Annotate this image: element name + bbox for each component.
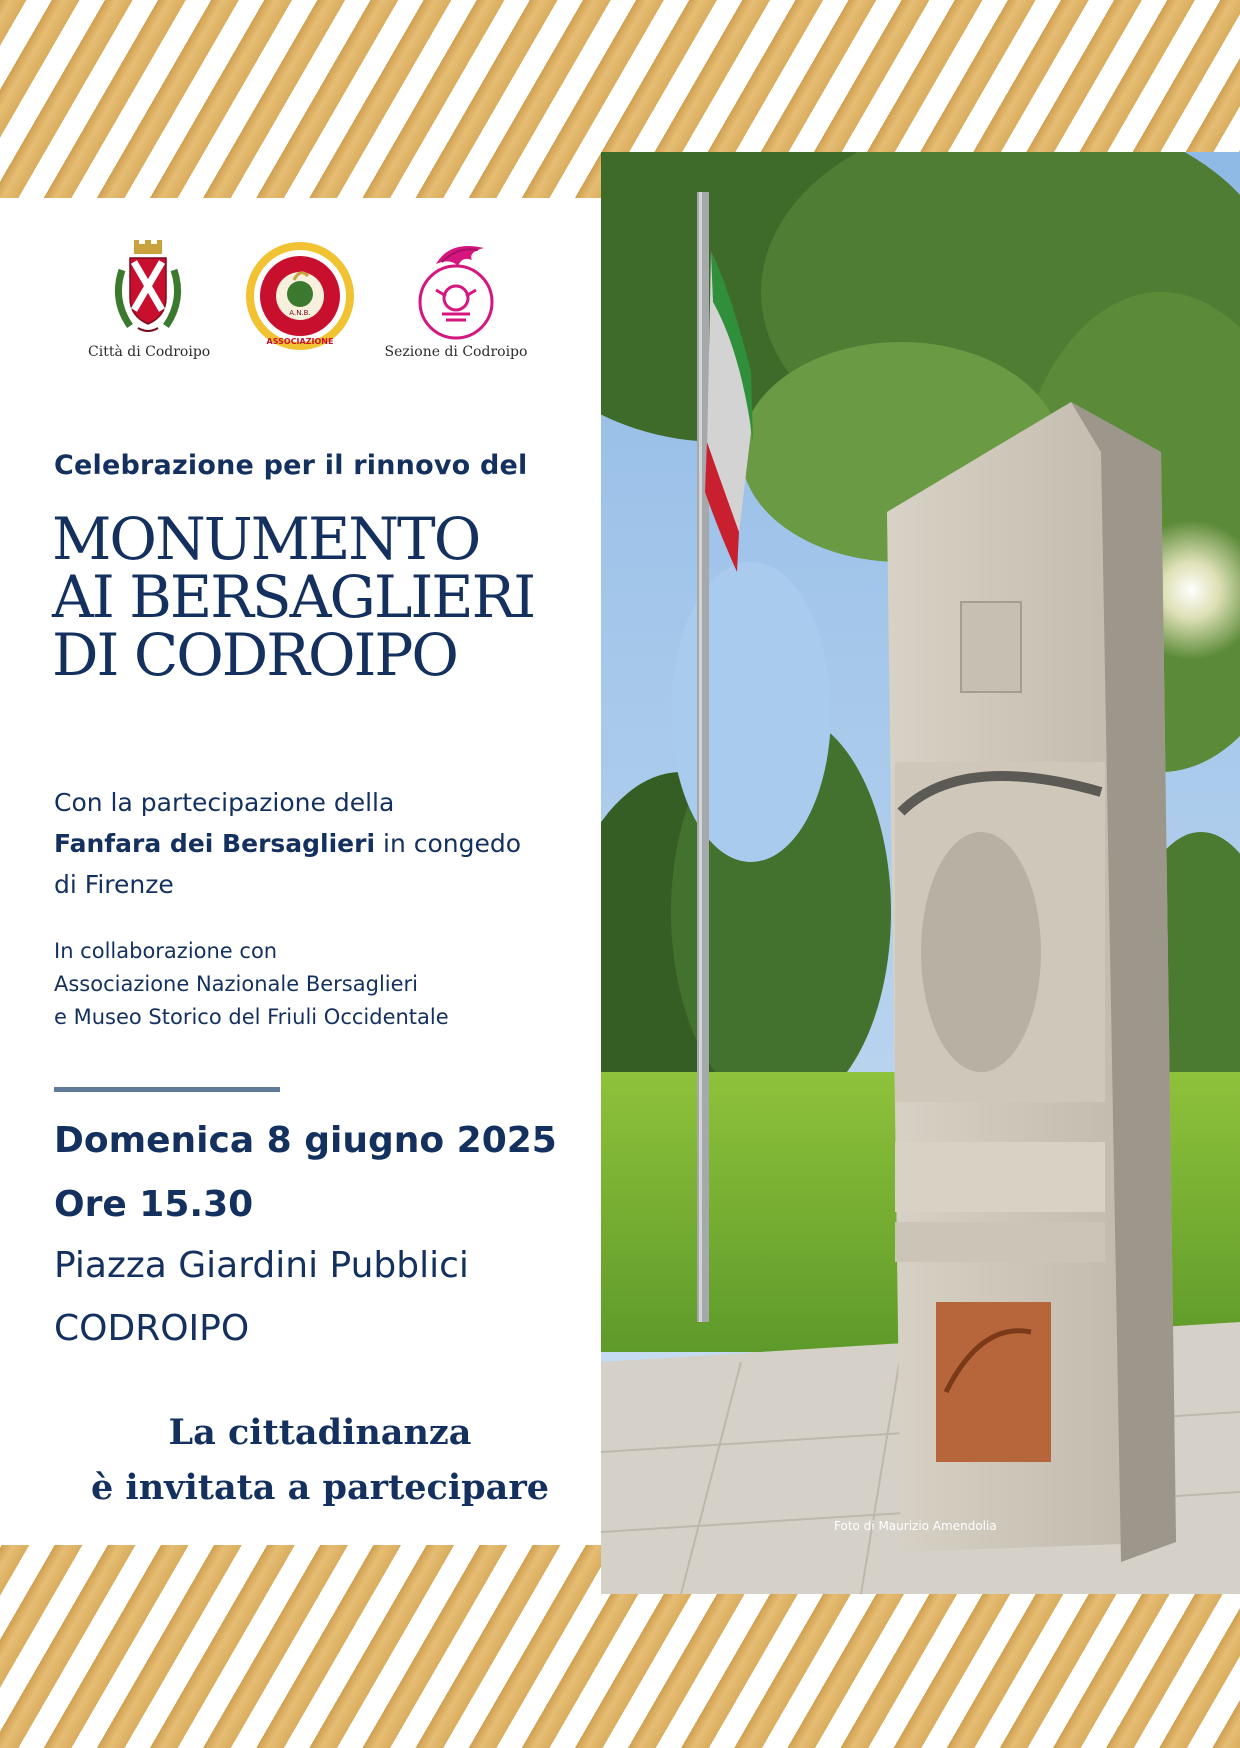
- monument-photo: [601, 152, 1240, 1594]
- collaboration-text: [54, 935, 594, 1034]
- invitation: [40, 1405, 600, 1515]
- logo-caption: Città di Codroipo: [88, 344, 211, 360]
- logo-caption: Sezione di Codroipo: [384, 344, 528, 360]
- logo-museo-storico: [240, 240, 360, 352]
- bersaglieri-plume-icon: [406, 240, 506, 340]
- event-date: Domenica 8 giugno 2025: [54, 1120, 557, 1161]
- invitation-line: è invitata a partecipare: [90, 1467, 550, 1508]
- invitation-line: La cittadinanza: [168, 1412, 472, 1453]
- participation-text: [54, 782, 594, 905]
- museum-badge-bottom-text: ASSOCIAZIONE: [266, 337, 334, 346]
- event-city: CODROIPO: [54, 1308, 250, 1349]
- museum-badge-center-text: A.N.B.: [289, 309, 311, 317]
- participation-line: Con la partecipazione della: [54, 788, 395, 817]
- logo-associazione-bersaglieri: [376, 240, 536, 360]
- event-place: Piazza Giardini Pubblici: [54, 1245, 469, 1286]
- collaboration-line: e Museo Storico del Friuli Occidentale: [54, 1005, 449, 1029]
- participation-line-rest: in congedo: [375, 829, 522, 858]
- collaboration-line: In collaborazione con: [54, 939, 278, 963]
- fanfara-name: Fanfara dei Bersaglieri: [54, 829, 376, 858]
- title-line: DI CODROIPO: [52, 621, 457, 689]
- participation-line: [54, 823, 594, 864]
- collaboration-line: Associazione Nazionale Bersaglieri: [54, 972, 419, 996]
- logo-citta-di-codroipo: [88, 240, 211, 360]
- photo-credit: Foto di Maurizio Amendolia: [834, 1519, 997, 1533]
- monument-photo-image: [601, 152, 1240, 1594]
- event-subtitle: Celebrazione per il rinnovo del: [54, 450, 528, 481]
- museum-badge-icon: [244, 240, 356, 352]
- coat-of-arms-icon: [108, 240, 188, 340]
- participation-line: di Firenze: [54, 870, 174, 899]
- section-divider: [54, 1087, 280, 1092]
- event-time: Ore 15.30: [54, 1184, 254, 1225]
- title-line: AI BERSAGLIERI: [52, 563, 535, 631]
- main-title: [52, 505, 597, 689]
- title-line: MONUMENTO: [52, 505, 480, 573]
